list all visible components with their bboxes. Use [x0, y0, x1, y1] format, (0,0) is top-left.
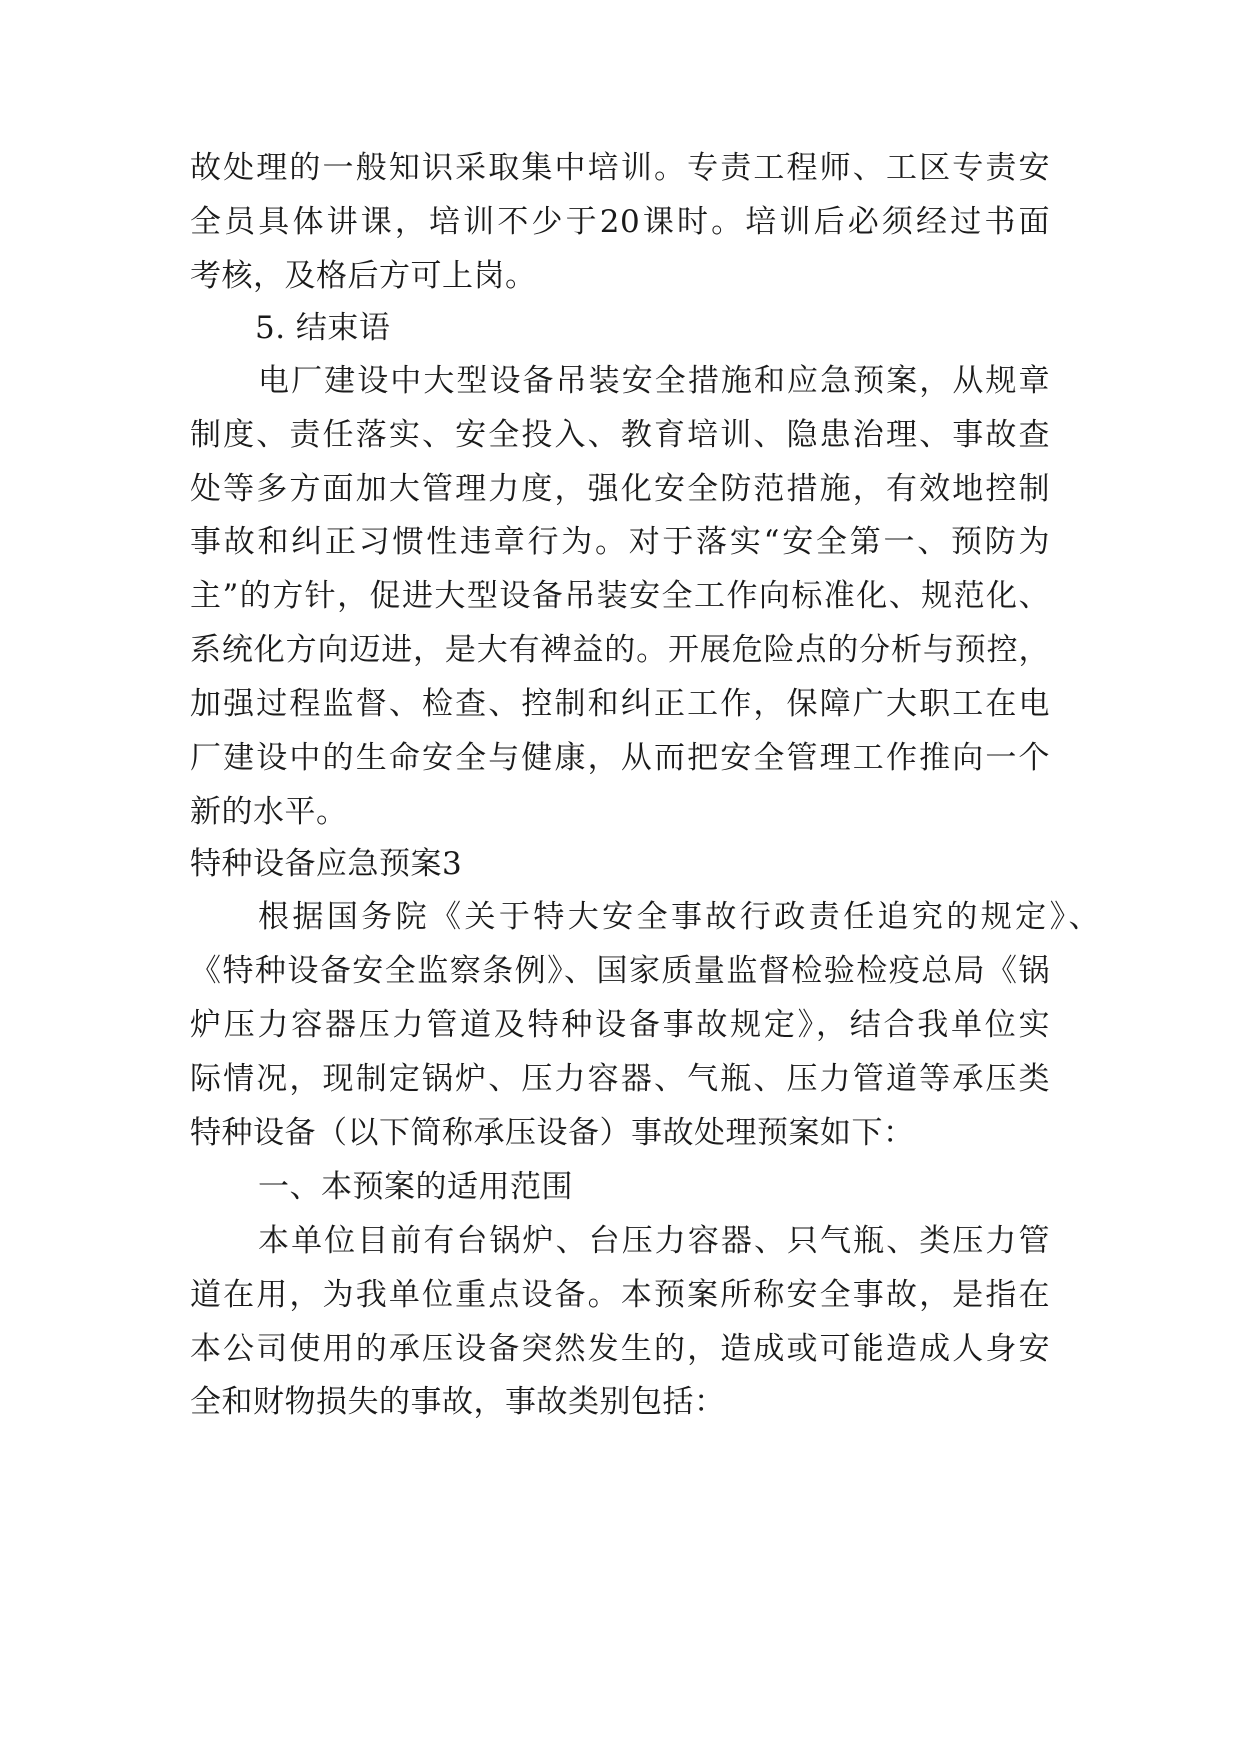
paragraph-line: 本公司使用的承压设备突然发生的，造成或可能造成人身安 — [190, 1331, 1050, 1367]
paragraph-line: 根据国务院《关于特大安全事故行政责任追究的规定》、 — [258, 899, 1100, 935]
paragraph-line: 处等多方面加大管理力度，强化安全防范措施，有效地控制 — [190, 471, 1050, 507]
paragraph-line: 制度、责任落实、安全投入、教育培训、隐患治理、事故查 — [190, 417, 1050, 453]
paragraph-line: 特种设备（以下简称承压设备）事故处理预案如下： — [190, 1115, 915, 1151]
paragraph-line: 炉压力容器压力管道及特种设备事故规定》，结合我单位实 — [190, 1007, 1050, 1043]
paragraph-line: 道在用，为我单位重点设备。本预案所称安全事故，是指在 — [190, 1277, 1050, 1313]
paragraph-line: 考核，及格后方可上岗。 — [190, 258, 537, 294]
paragraph-line: 加强过程监督、检查、控制和纠正工作，保障广大职工在电 — [190, 686, 1050, 722]
paragraph-line: 《特种设备安全监察条例》、国家质量监督检验检疫总局《锅 — [190, 953, 1050, 989]
paragraph-line: 事故和纠正习惯性违章行为。对于落实“安全第一、预防为 — [190, 524, 1050, 560]
paragraph-line: 全员具体讲课，培训不少于20课时。培训后必须经过书面 — [190, 204, 1050, 240]
paragraph-line: 本单位目前有台锅炉、台压力容器、只气瓶、类压力管 — [258, 1223, 1050, 1259]
paragraph-line: 厂建设中的生命安全与健康，从而把安全管理工作推向一个 — [190, 740, 1050, 776]
paragraph-line: 新的水平。 — [190, 794, 348, 830]
paragraph-line: 电厂建设中大型设备吊装安全措施和应急预案，从规章 — [258, 363, 1050, 399]
document-title: 特种设备应急预案3 — [190, 846, 463, 882]
section-heading: 5. 结束语 — [255, 310, 391, 346]
paragraph-line: 主”的方针，促进大型设备吊装安全工作向标准化、规范化、 — [190, 578, 1050, 614]
section-heading: 一、本预案的适用范围 — [258, 1169, 573, 1205]
paragraph-line: 故处理的一般知识采取集中培训。专责工程师、工区专责安 — [190, 150, 1050, 186]
paragraph-line: 际情况，现制定锅炉、压力容器、气瓶、压力管道等承压类 — [190, 1061, 1050, 1097]
paragraph-line: 系统化方向迈进，是大有裨益的。开展危险点的分析与预控， — [190, 632, 1050, 668]
paragraph-line: 全和财物损失的事故，事故类别包括： — [190, 1384, 726, 1420]
